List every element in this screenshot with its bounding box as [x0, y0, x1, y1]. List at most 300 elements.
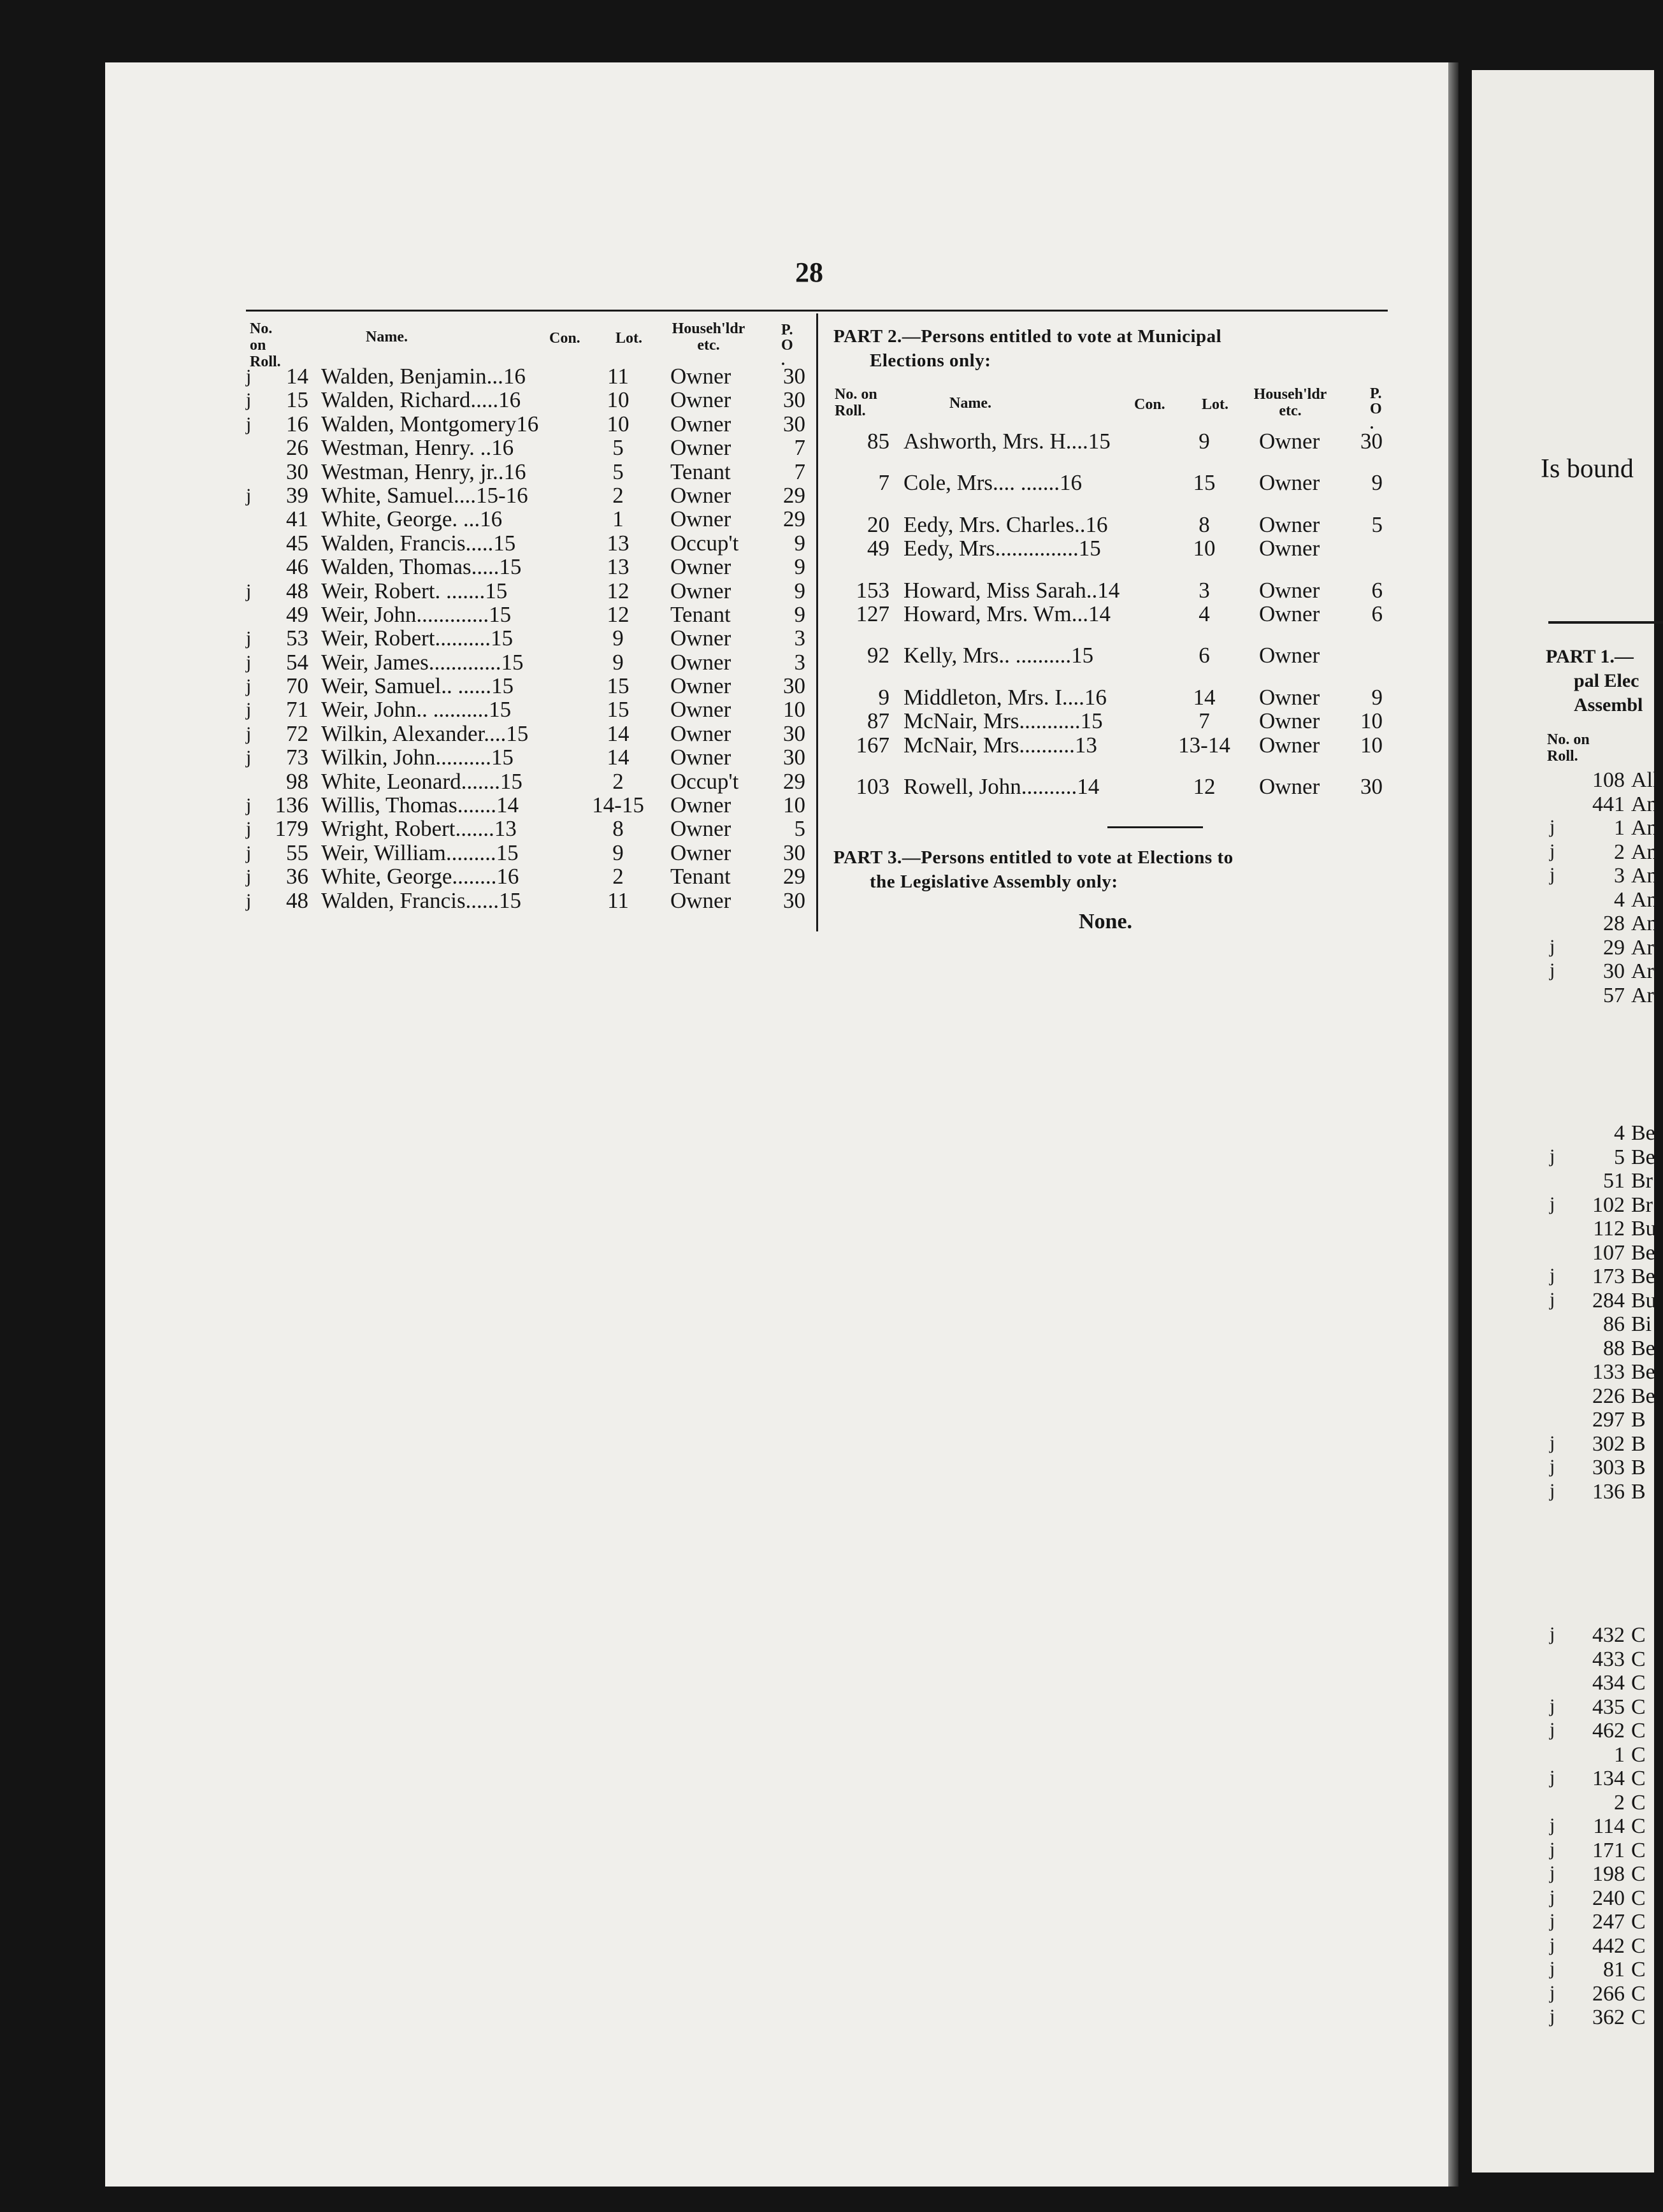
- roll-number: 442: [1592, 1934, 1625, 1958]
- lot: 11: [607, 364, 629, 389]
- roll-number: 48: [286, 887, 308, 913]
- post-office: 30: [783, 364, 805, 389]
- householder-status: Owner: [1259, 732, 1320, 758]
- voter-row: [826, 775, 1386, 798]
- roll-number: 39: [286, 482, 308, 508]
- name-fragment: C: [1631, 1647, 1646, 1671]
- name-fragment: Bu: [1631, 1288, 1657, 1312]
- j-mark: j: [1550, 1432, 1555, 1453]
- next-page-is-bound: Is bound: [1541, 454, 1634, 484]
- name-fragment: B: [1631, 1408, 1646, 1432]
- name-fragment: Be: [1631, 1336, 1655, 1360]
- roll-number: 114: [1593, 1814, 1625, 1838]
- householder-status: Owner: [1259, 536, 1320, 561]
- name-fragment: C: [1631, 1767, 1646, 1790]
- lot: 2: [612, 864, 624, 889]
- voter-row: [826, 578, 1386, 602]
- right-voter-list: [826, 429, 1386, 798]
- lot: 15: [607, 673, 630, 699]
- j-mark: j: [1550, 1814, 1555, 1835]
- header-con: Con.: [1134, 396, 1165, 413]
- roll-number: 462: [1592, 1719, 1625, 1742]
- voter-row: [242, 793, 809, 817]
- voter-row: [242, 388, 809, 412]
- lot: 9: [612, 626, 624, 651]
- roll-number: 432: [1592, 1623, 1625, 1647]
- j-mark: j: [246, 413, 252, 434]
- post-office: 29: [783, 482, 805, 508]
- part3-title-line2: the Legislative Assembly only:: [870, 872, 1118, 892]
- roll-number: 49: [286, 601, 308, 627]
- post-office: 5: [794, 816, 805, 842]
- householder-status: Owner: [1259, 643, 1320, 668]
- name-fragment: C: [1631, 1862, 1646, 1886]
- roll-number: 71: [286, 697, 308, 722]
- roll-number: 240: [1592, 1886, 1625, 1910]
- section-rule: [1107, 826, 1203, 828]
- j-mark: j: [1550, 1288, 1555, 1310]
- lot: 15: [607, 697, 630, 722]
- name-fragment: B: [1631, 1479, 1646, 1504]
- roll-number: 57: [1603, 983, 1625, 1007]
- name-con: Cole, Mrs.... .......16: [903, 470, 1082, 496]
- next-page-part1-line1: PART 1.—: [1546, 646, 1634, 667]
- name-con: Howard, Miss Sarah..14: [903, 577, 1120, 603]
- roll-number: 102: [1592, 1193, 1625, 1217]
- j-mark: j: [1550, 1981, 1555, 2003]
- name-fragment: B: [1631, 1432, 1646, 1456]
- header-con: Con.: [549, 330, 580, 347]
- part2-title-line1: PART 2.—Persons entitled to vote at Municipal: [833, 326, 1222, 347]
- roll-number: 98: [286, 768, 308, 794]
- post-office: 3: [794, 649, 805, 675]
- roll-number: 112: [1593, 1217, 1625, 1240]
- lot: 1: [612, 506, 624, 532]
- j-mark: j: [246, 651, 252, 673]
- householder-status: Tenant: [670, 864, 731, 889]
- header-lot: Lot.: [1202, 396, 1228, 413]
- name-con: Walden, Montgomery16: [321, 411, 539, 436]
- post-office: 30: [1360, 429, 1383, 454]
- post-office: 9: [794, 601, 805, 627]
- next-page-part1-line2: pal Elec: [1574, 670, 1639, 691]
- lot: 8: [612, 816, 624, 842]
- lot: 13: [607, 530, 630, 556]
- householder-status: Owner: [670, 626, 731, 651]
- j-mark: j: [246, 699, 252, 721]
- householder-status: Owner: [670, 816, 731, 842]
- name-con: Middleton, Mrs. I....16: [903, 684, 1107, 710]
- roll-number: 167: [856, 732, 889, 758]
- voter-row: [242, 436, 809, 459]
- post-office: 30: [783, 745, 805, 770]
- post-office: 7: [794, 459, 805, 484]
- householder-status: Owner: [1259, 429, 1320, 454]
- name-con: Wright, Robert.......13: [321, 816, 517, 842]
- name-fragment: C: [1631, 1742, 1646, 1767]
- j-mark: j: [1550, 1193, 1555, 1214]
- header-householder: Househ'ldr etc.: [1253, 386, 1327, 419]
- lot: 10: [607, 387, 630, 413]
- voter-row: [242, 412, 809, 436]
- name-con: Walden, Francis......15: [321, 887, 522, 913]
- name-con: Weir, James.............15: [321, 649, 524, 675]
- roll-number: 45: [286, 530, 308, 556]
- post-office: 30: [783, 387, 805, 413]
- name-fragment: C: [1631, 2006, 1646, 2029]
- j-mark: j: [1550, 959, 1555, 980]
- lot: 12: [607, 578, 630, 603]
- part3-title-line1: PART 3.—Persons entitled to vote at Elections to: [833, 847, 1234, 868]
- name-con: Ashworth, Mrs. H....15: [903, 429, 1111, 454]
- lot: 9: [612, 649, 624, 675]
- j-mark: j: [246, 889, 252, 911]
- roll-number: 107: [1592, 1240, 1625, 1265]
- lot: 9: [1199, 429, 1210, 454]
- voter-row: [242, 484, 809, 507]
- roll-number: 2: [1614, 1790, 1625, 1814]
- name-fragment: Be: [1631, 1145, 1655, 1169]
- post-office: 30: [783, 887, 805, 913]
- roll-number: 302: [1592, 1432, 1625, 1456]
- j-mark: j: [246, 794, 252, 816]
- name-fragment: B: [1631, 1456, 1646, 1479]
- voter-row: [242, 364, 809, 388]
- j-mark: j: [1550, 1145, 1555, 1167]
- roll-number: 297: [1592, 1408, 1625, 1432]
- j-mark: j: [1550, 1838, 1555, 1860]
- j-mark: j: [1550, 1456, 1555, 1477]
- roll-number: 49: [867, 536, 889, 561]
- top-rule: [246, 310, 1388, 312]
- j-mark: j: [246, 628, 252, 649]
- lot: 3: [1199, 577, 1210, 603]
- householder-status: Owner: [1259, 773, 1320, 799]
- roll-number: 28: [1603, 912, 1625, 935]
- name-con: Weir, John.............15: [321, 601, 512, 627]
- j-mark: j: [246, 818, 252, 840]
- roll-number: 7: [878, 470, 889, 496]
- roll-number: 362: [1592, 2006, 1625, 2029]
- voter-row: [242, 603, 809, 626]
- name-con: Walden, Richard.....16: [321, 387, 521, 413]
- lot: 5: [612, 435, 624, 461]
- j-mark: j: [1550, 1886, 1555, 1907]
- roll-number: 226: [1592, 1384, 1625, 1408]
- householder-status: Owner: [670, 721, 731, 746]
- roll-number: 2: [1614, 840, 1625, 864]
- header-householder: Househ'ldr etc.: [672, 320, 745, 354]
- voter-row: [826, 513, 1386, 536]
- post-office: 9: [794, 530, 805, 556]
- lot: 8: [1199, 512, 1210, 537]
- roll-number: 30: [1603, 959, 1625, 983]
- post-office: 5: [1371, 512, 1383, 537]
- name-con: McNair, Mrs...........15: [903, 708, 1103, 734]
- post-office: 30: [783, 411, 805, 436]
- name-fragment: C: [1631, 1623, 1646, 1647]
- roll-number: 134: [1592, 1767, 1625, 1790]
- householder-status: Owner: [1259, 470, 1320, 496]
- j-mark: j: [1550, 2006, 1555, 2027]
- name-fragment: Br: [1631, 1193, 1653, 1217]
- name-con: Eedy, Mrs. Charles..16: [903, 512, 1108, 537]
- householder-status: Owner: [670, 578, 731, 603]
- post-office: 10: [783, 793, 805, 818]
- name-con: Westman, Henry, jr..16: [321, 459, 526, 484]
- lot: 12: [1193, 773, 1216, 799]
- j-mark: j: [1550, 864, 1555, 885]
- householder-status: Owner: [1259, 601, 1320, 626]
- voter-row: [242, 722, 809, 745]
- roll-number: 85: [867, 429, 889, 454]
- name-fragment: C: [1631, 1934, 1646, 1958]
- name-con: Rowell, John..........14: [903, 773, 1100, 799]
- roll-number: 92: [867, 643, 889, 668]
- j-mark: j: [1550, 935, 1555, 957]
- lot: 4: [1199, 601, 1210, 626]
- name-fragment: C: [1631, 1790, 1646, 1814]
- roll-number: 5: [1614, 1145, 1625, 1169]
- voter-row: [826, 536, 1386, 560]
- header-lot: Lot.: [616, 330, 642, 347]
- j-mark: j: [246, 484, 252, 506]
- roll-number: 4: [1614, 887, 1625, 912]
- name-fragment: Be: [1631, 1360, 1655, 1384]
- j-mark: j: [1550, 1767, 1555, 1788]
- roll-number: 103: [856, 773, 889, 799]
- post-office: 29: [783, 768, 805, 794]
- j-mark: j: [246, 866, 252, 887]
- roll-number: 29: [1603, 935, 1625, 959]
- roll-number: 247: [1592, 1910, 1625, 1934]
- roll-number: 435: [1592, 1695, 1625, 1719]
- j-mark: j: [1550, 840, 1555, 861]
- name-con: Wilkin, Alexander....15: [321, 721, 529, 746]
- roll-number: 54: [286, 649, 308, 675]
- roll-number: 266: [1592, 1981, 1625, 2006]
- voter-row: [242, 579, 809, 603]
- lot: 2: [612, 768, 624, 794]
- name-fragment: Ar: [1631, 983, 1654, 1007]
- roll-number: 171: [1592, 1838, 1625, 1862]
- householder-status: Owner: [670, 673, 731, 699]
- roll-number: 55: [286, 840, 308, 865]
- j-mark: j: [1550, 1862, 1555, 1883]
- householder-status: Owner: [670, 435, 731, 461]
- voter-row: [242, 770, 809, 793]
- header-po: P. O.: [1370, 385, 1382, 433]
- lot: 6: [1199, 643, 1210, 668]
- j-mark: j: [246, 842, 252, 863]
- voter-row: [826, 733, 1386, 757]
- roll-number: 441: [1592, 792, 1625, 816]
- voter-row: [242, 626, 809, 650]
- name-fragment: Br: [1631, 1169, 1653, 1193]
- j-mark: j: [1550, 1695, 1555, 1716]
- name-con: Weir, William.........15: [321, 840, 519, 865]
- j-mark: j: [1550, 1623, 1555, 1644]
- roll-number: 87: [867, 708, 889, 734]
- j-mark: j: [1550, 1910, 1555, 1931]
- roll-number: 198: [1592, 1862, 1625, 1886]
- voter-row: [242, 674, 809, 698]
- post-office: 6: [1371, 601, 1383, 626]
- j-mark: j: [246, 389, 252, 411]
- voter-row: [826, 602, 1386, 626]
- name-fragment: Ar: [1631, 935, 1654, 959]
- householder-status: Tenant: [670, 459, 731, 484]
- voter-row: [242, 507, 809, 531]
- householder-status: Owner: [1259, 708, 1320, 734]
- name-fragment: An: [1631, 792, 1658, 816]
- roll-number: 136: [275, 793, 308, 818]
- name-fragment: Be: [1631, 1240, 1655, 1265]
- column-divider: [816, 313, 818, 931]
- householder-status: Owner: [670, 482, 731, 508]
- voter-row: [242, 531, 809, 555]
- name-fragment: C: [1631, 1981, 1646, 2006]
- householder-status: Owner: [670, 411, 731, 436]
- j-mark: j: [1550, 1265, 1555, 1286]
- post-office: 30: [783, 721, 805, 746]
- name-con: Weir, John.. ..........15: [321, 697, 512, 722]
- roll-number: 133: [1592, 1360, 1625, 1384]
- householder-status: Owner: [1259, 512, 1320, 537]
- lot: 13: [607, 554, 630, 580]
- name-con: Howard, Mrs. Wm...14: [903, 601, 1111, 626]
- name-con: Willis, Thomas.......14: [321, 793, 519, 818]
- voter-row: [242, 865, 809, 888]
- post-office: 9: [794, 554, 805, 580]
- name-fragment: All: [1631, 768, 1659, 792]
- j-mark: j: [1550, 1479, 1555, 1501]
- roll-number: 179: [275, 816, 308, 842]
- post-office: 30: [783, 840, 805, 865]
- lot: 15: [1193, 470, 1216, 496]
- post-office: 30: [783, 673, 805, 699]
- roll-number: 108: [1592, 768, 1625, 792]
- name-fragment: An: [1631, 887, 1658, 912]
- lot: 14: [1193, 684, 1216, 710]
- householder-status: Tenant: [670, 601, 731, 627]
- roll-number: 72: [286, 721, 308, 746]
- householder-status: Owner: [670, 793, 731, 818]
- post-office: 9: [1371, 470, 1383, 496]
- voter-row: [242, 817, 809, 840]
- name-fragment: Be: [1631, 1121, 1655, 1145]
- householder-status: Owner: [670, 364, 731, 389]
- post-office: 10: [1360, 732, 1383, 758]
- householder-status: Owner: [670, 745, 731, 770]
- name-con: Walden, Benjamin...16: [321, 364, 526, 389]
- header-name: Name.: [366, 329, 408, 345]
- voter-row: [242, 460, 809, 484]
- j-mark: j: [246, 675, 252, 697]
- voter-row: [242, 650, 809, 674]
- j-mark: j: [246, 366, 252, 387]
- header-no-on-roll: No. on Roll.: [250, 320, 281, 370]
- name-fragment: An: [1631, 840, 1658, 864]
- post-office: 30: [1360, 773, 1383, 799]
- roll-number: 48: [286, 578, 308, 603]
- roll-number: 51: [1603, 1169, 1625, 1193]
- roll-number: 1: [1614, 1742, 1625, 1767]
- voter-row: [826, 686, 1386, 709]
- roll-number: 1: [1614, 816, 1625, 840]
- page-number: 28: [795, 257, 823, 288]
- lot: 10: [607, 411, 630, 436]
- left-voter-list: [242, 364, 809, 912]
- lot: 7: [1199, 708, 1210, 734]
- name-con: Weir, Samuel.. ......15: [321, 673, 514, 699]
- name-fragment: Be: [1631, 1384, 1655, 1408]
- voter-row: [826, 643, 1386, 667]
- name-fragment: C: [1631, 1886, 1646, 1910]
- name-con: McNair, Mrs..........13: [903, 732, 1097, 758]
- name-fragment: An: [1631, 816, 1658, 840]
- name-con: Walden, Francis.....15: [321, 530, 516, 556]
- roll-number: 173: [1592, 1265, 1625, 1288]
- householder-status: Owner: [670, 887, 731, 913]
- roll-number: 88: [1603, 1336, 1625, 1360]
- roll-number: 303: [1592, 1456, 1625, 1479]
- voter-row: [826, 709, 1386, 733]
- name-fragment: C: [1631, 1838, 1646, 1862]
- name-fragment: Be: [1631, 1265, 1655, 1288]
- roll-number: 4: [1614, 1121, 1625, 1145]
- roll-number: 30: [286, 459, 308, 484]
- voter-row: [826, 429, 1386, 453]
- roll-number: 36: [286, 864, 308, 889]
- name-con: Walden, Thomas.....15: [321, 554, 522, 580]
- j-mark: j: [246, 722, 252, 744]
- roll-number: 3: [1614, 864, 1625, 887]
- roll-number: 41: [286, 506, 308, 532]
- name-fragment: C: [1631, 1695, 1646, 1719]
- householder-status: Owner: [1259, 577, 1320, 603]
- roll-number: 81: [1603, 1958, 1625, 1981]
- name-fragment: Bu: [1631, 1217, 1657, 1240]
- roll-number: 73: [286, 745, 308, 770]
- name-fragment: C: [1631, 1910, 1646, 1934]
- householder-status: Owner: [670, 554, 731, 580]
- name-con: Weir, Robert..........15: [321, 626, 514, 651]
- householder-status: Owner: [670, 506, 731, 532]
- householder-status: Occup't: [670, 768, 739, 794]
- next-page-part1-line3: Assembl: [1574, 694, 1643, 715]
- post-office: 10: [1360, 708, 1383, 734]
- lot: 12: [607, 601, 630, 627]
- j-mark: j: [246, 747, 252, 768]
- roll-number: 153: [856, 577, 889, 603]
- householder-status: Owner: [1259, 684, 1320, 710]
- lot: 14: [607, 745, 630, 770]
- voter-row: [242, 889, 809, 912]
- name-fragment: An: [1631, 864, 1658, 887]
- post-office: 7: [794, 435, 805, 461]
- name-con: White, Samuel....15-16: [321, 482, 528, 508]
- lot: 2: [612, 482, 624, 508]
- post-office: 6: [1371, 577, 1383, 603]
- roll-number: 434: [1592, 1671, 1625, 1695]
- post-office: 29: [783, 864, 805, 889]
- voter-row: [242, 555, 809, 578]
- header-no-on-roll: No. on Roll.: [835, 386, 877, 419]
- roll-number: 86: [1603, 1312, 1625, 1336]
- post-office: 9: [794, 578, 805, 603]
- lot: 9: [612, 840, 624, 865]
